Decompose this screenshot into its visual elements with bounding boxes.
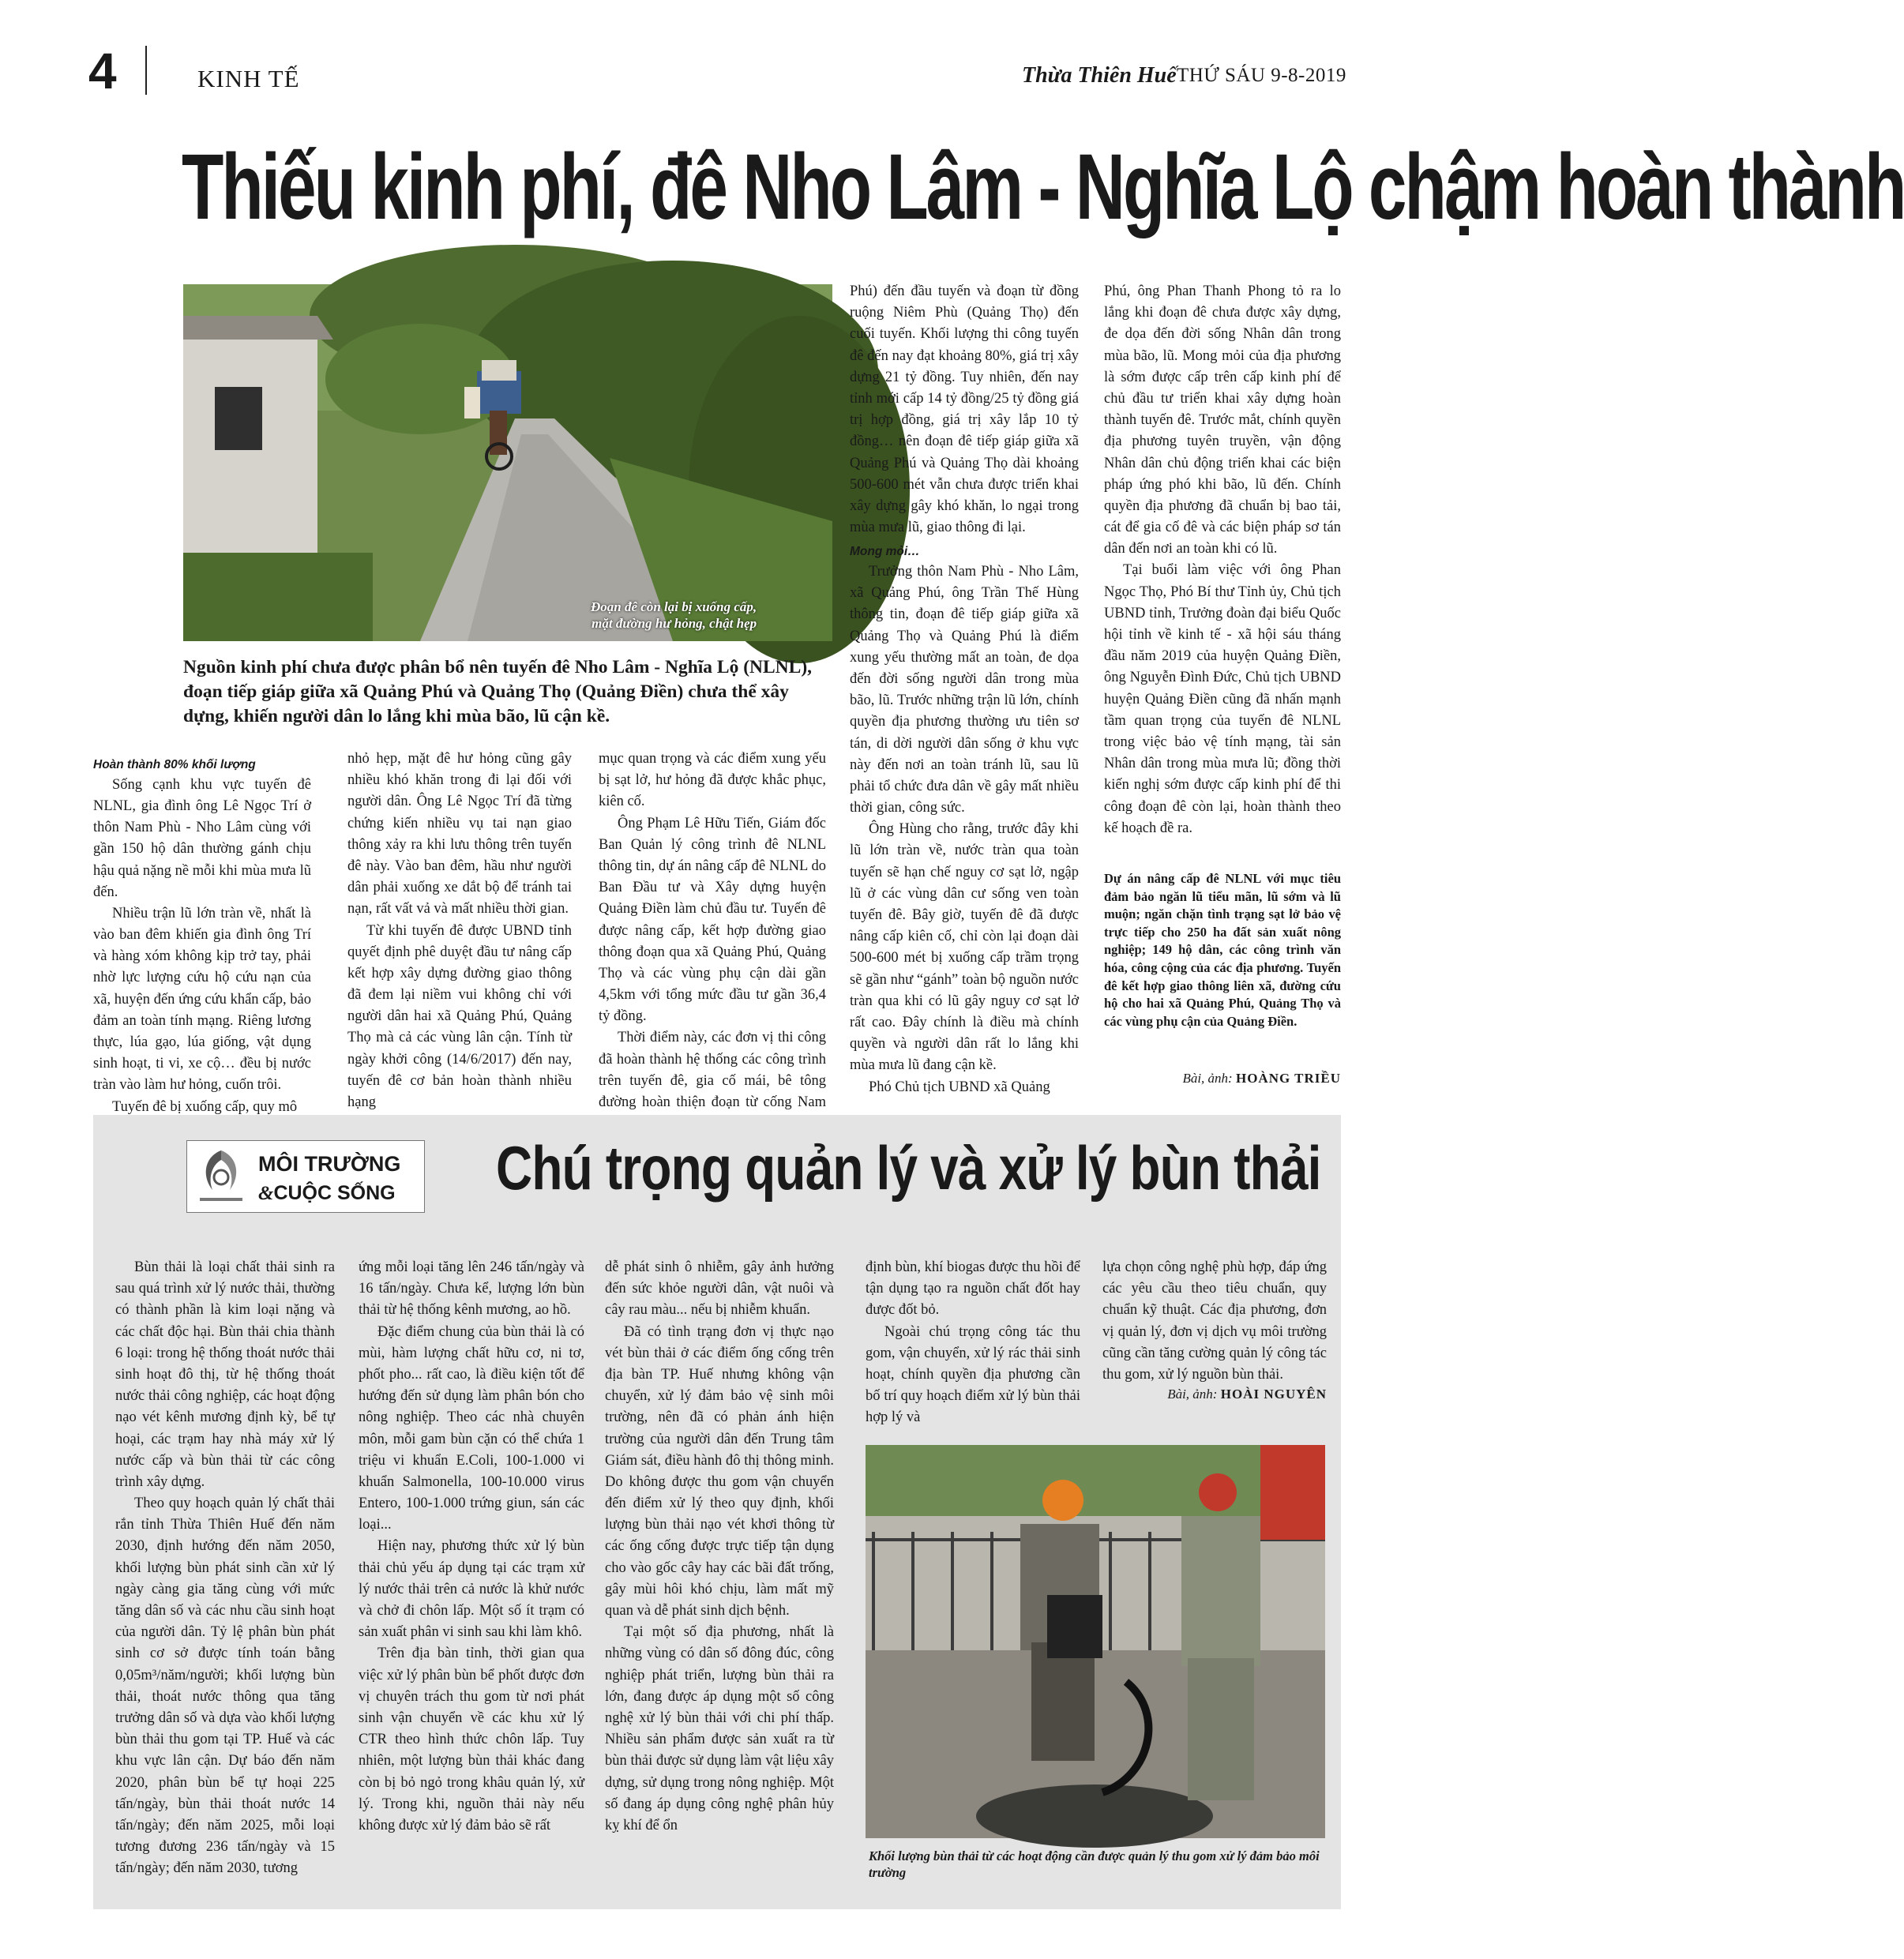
paragraph: Ngoài chú trọng công tác thu gom, vận chuyển, xử lý rác thải sinh hoạt, chính quyền địa phương cần bố trí quy hoạch điểm xử lý bùn thải hợp lý và	[866, 1323, 1080, 1426]
story2-column-b	[359, 1257, 584, 1837]
rubric-ampersand: &	[258, 1183, 274, 1204]
story1-lede: Nguồn kinh phí chưa được phân bổ nên tuyến đê Nho Lâm - Nghĩa Lộ (NLNL), đoạn tiếp giáp giữa xã Quảng Phú và Quảng Thọ (Quảng Điền) chưa thể xây dựng, khiến người dân lo lắng khi mùa bão, lũ cận kề.	[183, 657, 813, 727]
story2-photo-caption: Khối lượng bùn thải từ các hoạt động cần được quản lý thu gom xử lý đảm bảo môi trường	[869, 1848, 1320, 1881]
story1-column-a	[93, 756, 311, 1118]
story1-column-e	[1104, 281, 1341, 839]
page-number: 4	[88, 43, 117, 99]
paragraph: Hiện nay, phương thức xử lý bùn thải chủ yếu áp dụng tại các trạm xử lý nước thải trên cả nước là khử nước và chở đi chôn lấp. Một số ít trạm có sản xuất phân vi sinh sau khi làm khô.	[359, 1538, 584, 1641]
paragraph: Phú, ông Phan Thanh Phong tỏ ra lo lắng khi đoạn đê chưa được xây dựng, đe dọa đến đời sống Nhân dân trong mùa bão, lũ. Mong mỏi của địa phương là sớm được cấp trên cấp kinh phí để chủ đầu tư triển khai xây dựng hoàn thành tuyến đê. Trước mắt, chính quyền địa phương tuyên truyền, vận động Nhân dân chủ động triển khai các biện pháp ứng phó khi bão, lũ đến. Chính quyền địa phương đã chuẩn bị bao tải, cát để gia cố đê và các biện pháp sơ tán dân đến nơi an toàn khi có lũ.	[1104, 283, 1341, 557]
paragraph: dễ phát sinh ô nhiễm, gây ảnh hưởng đến sức khỏe người dân, vật nuôi và cây rau màu... nếu bị nhiễm khuẩn.	[605, 1259, 834, 1319]
road-photo-illustration	[183, 284, 832, 641]
story2-column-d	[866, 1257, 1080, 1429]
story2-column-e	[1102, 1257, 1327, 1386]
story1-column-c	[599, 749, 826, 1135]
byline-author: HOÀI NGUYÊN	[1220, 1387, 1327, 1402]
paragraph: lựa chọn công nghệ phù hợp, đáp ứng các yêu cầu theo tiêu chuẩn, quy chuẩn kỹ thuật. Các địa phương, đơn vị quản lý, đơn vị dịch vụ môi trường cũng cần tăng cường quản lý công tác thu gom, xử lý nguồn bùn thải.	[1102, 1259, 1327, 1383]
story2-column-c	[605, 1257, 834, 1837]
paragraph: nhỏ hẹp, mặt đê hư hỏng cũng gây nhiều khó khăn trong đi lại đối với người dân. Ông Lê Ngọc Trí đã từng chứng kiến nhiều vụ tai nạn giao thông xảy ra khi lưu thông trên tuyến đê này. Vào ban đêm, hầu như người dân phải xuống xe dắt bộ để tránh tai nạn, rất vất vả và mất nhiều thời gian.	[347, 751, 572, 918]
paragraph: Bùn thải là loại chất thải sinh ra sau quá trình xử lý nước thải, thường có thành phần là kim loại nặng và các chất độc hại. Bùn thải chia thành 6 loại: trong hệ thống thoát nước thải sinh hoạt đô thị, từ hệ thống thoát nước thải công nghiệp, các hoạt động nạo vét kênh mương định kỳ, bể tự hoại, các trạm hay nhà máy xử lý nước cấp và bùn thải từ các công trình xây dựng.	[115, 1259, 335, 1490]
paragraph: Từ khi tuyến đê được UBND tỉnh quyết định phê duyệt đầu tư nâng cấp kết hợp xây dựng đường giao thông đã đem lại niềm vui không chỉ với người dân hai xã Quảng Phú, Quảng Thọ mà cả các vùng lân cận. Tính từ ngày khởi công (14/6/2017) đến nay, tuyến đê cơ bản hoàn thành nhiều hạng	[347, 922, 572, 1110]
story2-headline: Chú trọng quản lý và xử lý bùn thải	[496, 1133, 1321, 1203]
paragraph: Sống cạnh khu vực tuyến đê NLNL, gia đình ông Lê Ngọc Trí ở thôn Nam Phù - Nho Lâm cùng với gần 150 hộ dân thường gánh chịu hậu quả nặng nề mỗi khi mùa mưa lũ đến.	[93, 776, 311, 900]
paragraph: ứng mỗi loại tăng lên 246 tấn/ngày và 16 tấn/ngày. Chưa kể, lượng lớn bùn thải từ hệ thống kênh mương, ao hồ.	[359, 1259, 584, 1319]
story2-byline	[1121, 1387, 1327, 1402]
workers-photo-illustration	[866, 1445, 1325, 1838]
story1-fact-box: Dự án nâng cấp đê NLNL với mục tiêu đảm bảo ngăn lũ tiểu mãn, lũ sớm và lũ muộn; ngăn chặn tình trạng sạt lở bảo vệ trực tiếp cho 250 ha đất sản xuất nông nghiệp; 149 hộ dân, các công trình văn hóa, công cộng của các địa phương. Tuyến đê kết hợp giao thông liên xã, đường cứu hộ cho hai xã Quảng Phú, Quảng Thọ và các vùng phụ cận của Quảng Điền.	[1104, 871, 1341, 1029]
paragraph: Nhiều trận lũ lớn tràn về, nhất là vào ban đêm khiến gia đình ông Trí và hàng xóm không kịp trở tay, phải nhờ lực lượng cứu hộ cứu nạn của xã, huyện đến ứng cứu khẩn cấp, bảo đảm an toàn tính mạng. Riêng lương thực, lúa gạo, lúa giống, vật dụng sinh hoạt, ti vi, xe cộ… đều bị nước tràn vào làm hư hỏng, cuốn trôi.	[93, 905, 311, 1094]
story1-subhead-2: Mong mỏi…	[850, 545, 920, 559]
issue-date: THỨ SÁU 9-8-2019	[1177, 65, 1346, 86]
paragraph: Tại buổi làm việc với ông Phan Ngọc Thọ, Phó Bí thư Tỉnh ủy, Chủ tịch UBND tỉnh, Trưởng đoàn đại biểu Quốc hội tỉnh về kinh tế - xã hội sáu tháng đầu năm 2019 của huyện Quảng Điền, ông Nguyễn Đình Đức, Chủ tịch UBND huyện Quảng Điền cũng đã nhấn mạnh tầm quan trọng của tuyến đê NLNL trong việc bảo vệ tính mạng, tài sản Nhân dân trong mùa mưa lũ; đồng thời kiến nghị sớm được cấp kinh phí để thi công đoạn đê còn lại, hoàn thành theo kế hoạch đề ra.	[1104, 562, 1341, 836]
story1-photo-caption	[591, 599, 757, 632]
paragraph: Tuyến đê bị xuống cấp, quy mô	[112, 1098, 298, 1115]
rubric-line2	[258, 1182, 396, 1205]
paragraph: Đặc điểm chung của bùn thải là có mùi, hàm lượng chất hữu cơ, ni tơ, phốt pho... rất cao, là điều kiện tốt để hướng đến sử dụng làm phân bón cho nông nghiệp. Theo các nhà chuyên môn, mỗi gam bùn cặn có thể chứa 1 triệu vi khuẩn E.Coli, 100-1.000 vi khuẩn Salmonella, 100-10.000 virus Entero, 100-1.000 trứng giun, sán các loại...	[359, 1323, 584, 1533]
paragraph: Trên địa bàn tỉnh, thời gian qua việc xử lý phân bùn bể phốt được đơn vị chuyên trách thu gom từ nơi phát sinh vận chuyển về các khu xử lý CTR theo hình thức chôn lấp. Tuy nhiên, một lượng bùn thải khác đang còn bị bỏ ngỏ trong khâu quản lý, xử lý. Trong khi, nguồn thải này nếu không được xử lý đảm bảo sẽ rất	[359, 1646, 584, 1833]
story1-column-d	[850, 281, 1079, 1098]
section-name: KINH TẾ	[197, 65, 300, 92]
newspaper-name: Thừa Thiên Huế	[1022, 63, 1177, 88]
paragraph: Tại một số địa phương, nhất là những vùng có dân số đông đúc, công nghiệp phát triển, lượng bùn thải ra lớn, đang được áp dụng một số công nghệ xử lý bùn thải với chi phí thấp. Nhiều sản phẩm được sản xuất ra từ bùn thải được sử dụng làm vật liệu xây dựng, sử dụng trong nông nghiệp. Một số đang áp dụng công nghệ phân hủy kỵ khí để ổn	[605, 1624, 834, 1833]
paragraph: Phó Chủ tịch UBND xã Quảng	[869, 1079, 1050, 1095]
byline-label: Bài, ảnh:	[1182, 1071, 1233, 1086]
paragraph: Thời điểm này, các đơn vị thi công đã hoàn thành hệ thống các công trình trên tuyến đê, gia cố mái, bê tông đường hoàn thiện đoạn từ cống Nam	[599, 1030, 826, 1110]
paragraph: Phú) đến đầu tuyến và đoạn từ đồng ruộng Niêm Phù (Quảng Thọ) đến cuối tuyến. Khối lượng thi công tuyến đê đến nay đạt khoảng 80%, giá trị xây dựng 21 tỷ đồng. Tuy nhiên, đến nay tỉnh mới cấp 14 tỷ đồng/25 tỷ đồng giá trị hợp đồng, giá trị xây lắp 10 tỷ đồng… nên đoạn đê tiếp giáp giữa xã Quảng Phú và Quảng Thọ dài khoảng 500-600 mét vẫn chưa được triển khai xây dựng gây khó khăn, lo ngại trong mùa mưa lũ, giao thông đi lại.	[850, 283, 1079, 536]
paragraph: định bùn, khí biogas được thu hồi để tận dụng tạo ra nguồn chất đốt hay được đốt bỏ.	[866, 1259, 1080, 1319]
story1-caption-line1: Đoạn đê còn lại bị xuống cấp,	[591, 599, 757, 614]
story2-photo	[866, 1445, 1325, 1838]
story1-headline: Thiếu kinh phí, đê Nho Lâm - Nghĩa Lộ chậm hoàn thành	[182, 135, 1904, 239]
story2-column-a	[115, 1257, 335, 1879]
story1-subhead-1: Hoàn thành 80% khối lượng	[93, 758, 256, 771]
environment-logo-icon	[195, 1146, 247, 1207]
story1-byline	[1104, 1071, 1341, 1086]
byline-label: Bài, ảnh:	[1167, 1387, 1218, 1402]
paragraph: Theo quy hoạch quản lý chất thải rắn tỉnh Thừa Thiên Huế đến năm 2030, định hướng đến năm 2050, khối lượng bùn phát sinh cần xử lý ngày càng gia tăng cùng với mức tăng dân số và các nhu cầu sinh hoạt của người dân. Tỷ lệ phân bùn phát sinh cơ sở được tính toán bằng 0,05m³/năm/người; khối lượng bùn thải, thoát nước thông qua tăng trưởng dân số và dựa vào khối lượng bùn thải thu gom tại TP. Huế và các khu vực lân cận. Dự báo đến năm 2020, phân bùn bể tự hoại 225 tấn/ngày, bùn thải thoát nước 14 tấn/ngày; đến năm 2025, mỗi loại tương đương 236 tấn/ngày và 15 tấn/ngày; đến năm 2030, tương	[115, 1496, 335, 1877]
story1-photo	[183, 284, 832, 641]
header-divider	[145, 46, 147, 95]
paragraph: Ông Hùng cho rằng, trước đây khi lũ lớn tràn về, nước tràn qua toàn tuyến sẽ hạn chế nguy cơ sạt lở, ngập lũ ở các vùng dân cư sống ven toàn tuyến đê. Bây giờ, tuyến đê đã được nâng cấp kiên cố, chỉ còn lại đoạn dài 500-600 mét bị xuống cấp trầm trọng sẽ gần như “gánh” toàn bộ nguồn nước tràn qua khi có lũ gây nguy cơ sạt lở rất cao. Đây chính là điều mà chính quyền và người dân rất lo lắng khi mùa mưa lũ đang cận kề.	[850, 821, 1079, 1074]
paragraph: Ông Phạm Lê Hữu Tiến, Giám đốc Ban Quản lý công trình đê NLNL thông tin, dự án nâng cấp đê NLNL do Ban Đầu tư và Xây dựng huyện Quảng Điền làm chủ đầu tư. Tuyến đê được nâng cấp, kết hợp đường giao thông đoạn qua xã Quảng Phú, Quảng Thọ và các vùng phụ cận dài gần 4,5km với tổng mức đầu tư gần 36,4 tỷ đồng.	[599, 815, 826, 1025]
byline-author: HOÀNG TRIỀU	[1235, 1071, 1341, 1086]
story1-caption-line2: mặt đường hư hỏng, chật hẹp	[591, 616, 757, 632]
rubric-badge	[186, 1140, 425, 1213]
paragraph: mục quan trọng và các điểm xung yếu bị sạt lở, hư hỏng đã được khắc phục, kiên cố.	[599, 751, 826, 810]
story1-column-b	[347, 749, 572, 1113]
paragraph: Đã có tình trạng đơn vị thực nạo vét bùn thải ở các điểm ống cống trên địa bàn TP. Huế nhưng không vận chuyển, xử lý đảm bảo vệ sinh môi trường, nên đã có phản ánh hiện trường của người dân đến Trung tâm Giám sát, điều hành đô thị thông minh. Do không được thu gom vận chuyển đến điểm xử lý theo quy định, khối lượng bùn thải nạo vét khơi thông từ các ống cống được trực tiếp tận dụng cho vào gốc cây hay các bãi đất trống, gây mùi hôi khó chịu, làm mất mỹ quan và dễ phát sinh dịch bệnh.	[605, 1323, 834, 1619]
rubric-line1: MÔI TRƯỜNG	[258, 1152, 401, 1176]
rubric-line2-text: CUỘC SỐNG	[273, 1182, 396, 1204]
paragraph: Trưởng thôn Nam Phù - Nho Lâm, xã Quảng Phú, ông Trần Thế Hùng thông tin, đoạn đê tiếp giáp giữa xã Quảng Thọ và Quảng Phú là điểm xung yếu thường mất an toàn, đe dọa đến đời sống người dân trong mùa bão, lũ. Trước những trận lũ lớn, chính quyền địa phương thường ưu tiên sơ tán, di dời người dân sống ở khu vực này đến nơi an toàn tránh lũ, sau lũ phải tổ chức đưa dân về gây mất nhiều thời gian, công sức.	[850, 564, 1079, 816]
